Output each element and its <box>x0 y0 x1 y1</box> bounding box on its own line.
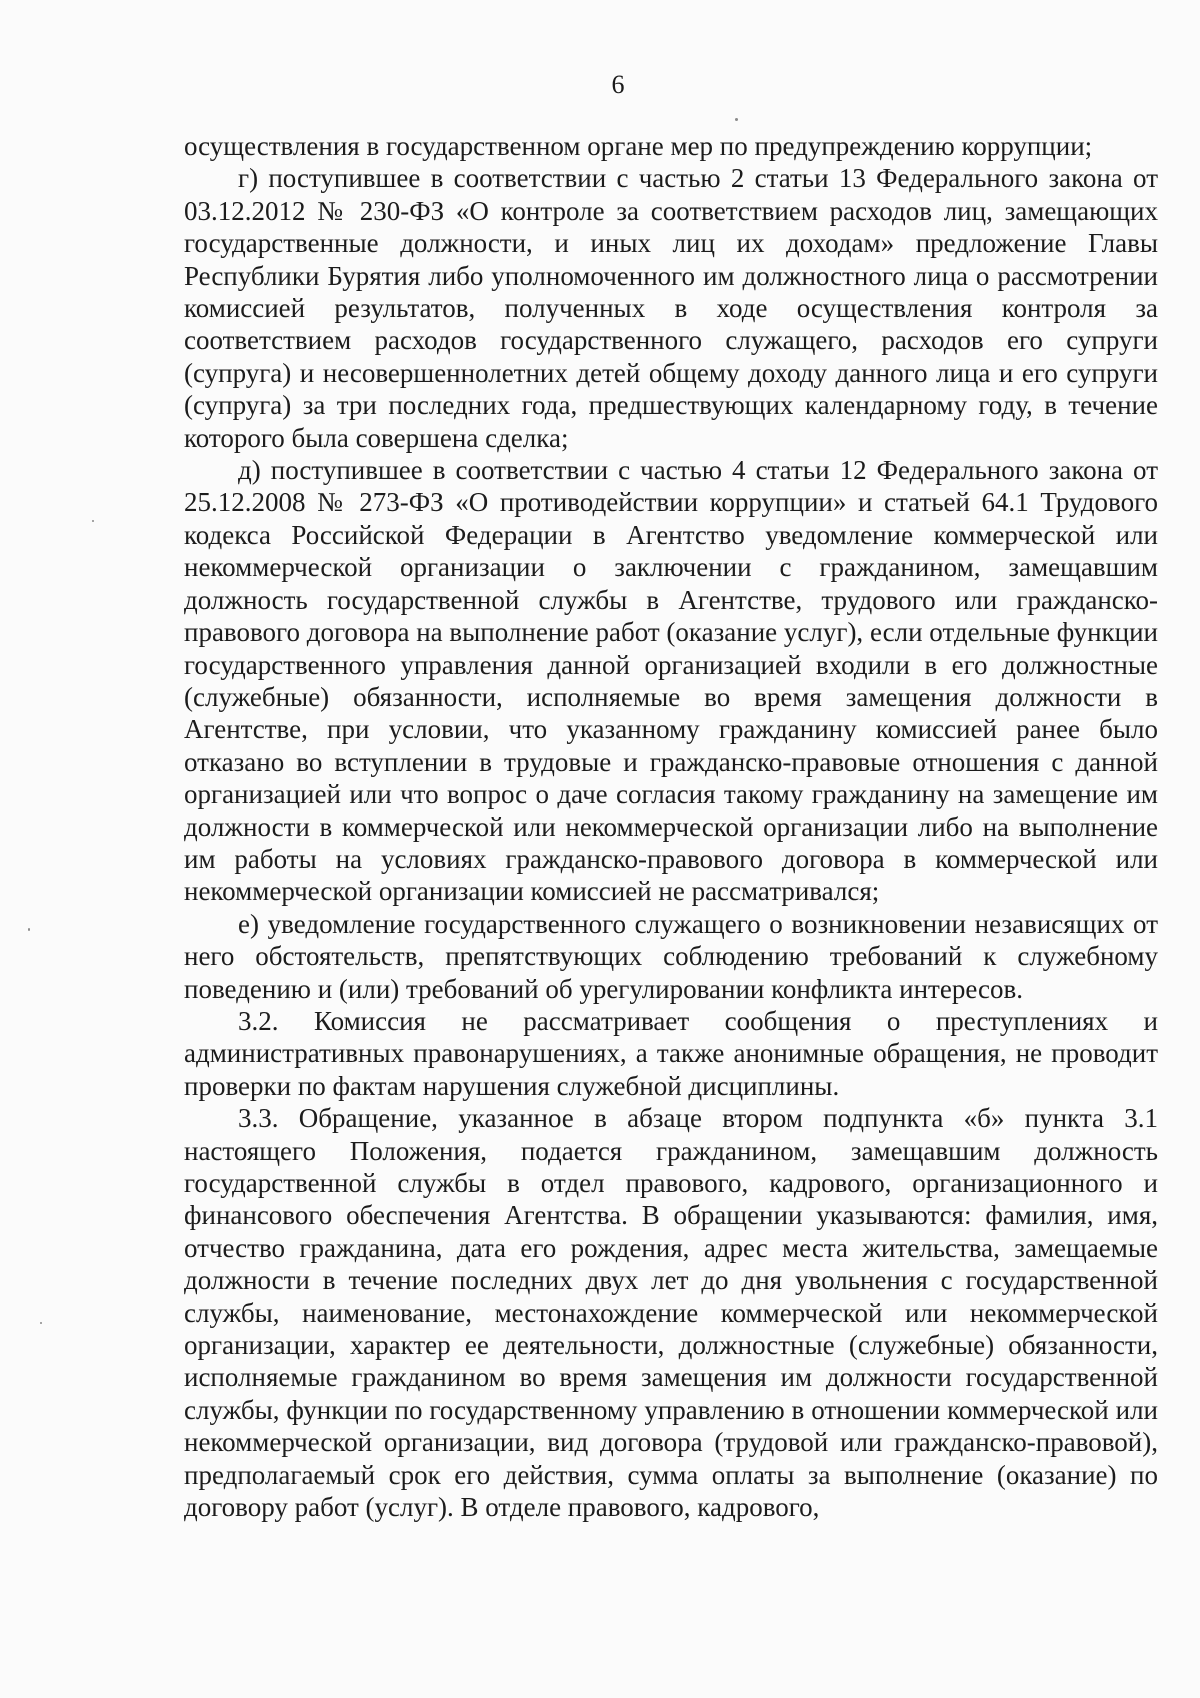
paragraph-3-3: 3.3. Обращение, указанное в абзаце втором подпункта «б» пункта 3.1 настоящего Положения, подается гражданином, замещавшим должность государственной службы в отдел правового, кадрового, организационного и финансового обеспечения Агентства. В обращении указываются: фамилия, имя, отчество гражданина, дата его рождения, адрес места жительства, замещаемые должности в течение последних двух лет до дня увольнения с государственной службы, наименование, местонахождение коммерческой или некоммерческой организации, характер ее деятельности, должностные (служебные) обязанности, исполняемые гражданином во время замещения им должности государственной службы, функции по государственному управлению в отношении коммерческой или некоммерческой организации, вид договора (трудовой или гражданско-правовой), предполагаемый срок его действия, сумма оплаты за выполнение (оказание) по договору работ (услуг). В отделе правового, кадрового, <box>184 1103 1158 1523</box>
scan-speck <box>28 928 30 931</box>
paragraph-continuation: осуществления в государственном органе мер по предупреждению коррупции; <box>184 131 1093 161</box>
paragraph-item-e: е) уведомление государственного служащего о возникновении независящих от него обстоятельств, препятствующих соблюдению требований к служебному поведению и (или) требований об урегулировании конфликта интересов. <box>184 908 1158 1004</box>
scan-speck <box>40 1322 42 1324</box>
scan-speck <box>735 118 738 121</box>
paragraph-item-g: г) поступившее в соответствии с частью 2 статьи 13 Федерального закона от 03.12.2012 № 230-ФЗ «О контроле за соответствием расходов лиц, замещающих государственные должности, и иных лиц их доходам» предложение Главы Республики Бурятия либо уполномоченного им должностного лица о рассмотрении комиссией результатов, полученных в ходе осуществления контроля за соответствием расходов государственного служащего, расходов его супруги (супруга) и несовершеннолетних детей общему доходу данного лица и его супруги (супруга) за три последних года, предшествующих календарному году, в течение которого была совершена сделка; <box>184 163 1158 453</box>
document-body <box>184 130 1158 1523</box>
paragraph-item-d: д) поступившее в соответствии с частью 4 статьи 12 Федерального закона от 25.12.2008 № 273-ФЗ «О противодействии коррупции» и статьей 64.1 Трудового кодекса Российской Федерации в Агентство уведомление коммерческой или некоммерческой организации о заключении с гражданином, замещавшим должность государственной службы в Агентстве, трудового или гражданско-правового договора на выполнение работ (оказание услуг), если отдельные функции государственного управления данной организацией входили в его должностные (служебные) обязанности, исполняемые во время замещения должности в Агентстве, при условии, что указанному гражданину комиссией ранее было отказано во вступлении в трудовые и гражданско-правовые отношения с данной организацией или что вопрос о даче согласия такому гражданину на замещение им должности в коммерческой или некоммерческой организации либо на выполнение им работы на условиях гражданско-правового договора в коммерческой или некоммерческой организации комиссией не рассматривался; <box>184 455 1158 907</box>
paragraph-3-2: 3.2. Комиссия не рассматривает сообщения о преступлениях и административных правонарушениях, а также анонимные обращения, не проводит проверки по фактам нарушения служебной дисциплины. <box>184 1005 1158 1101</box>
page-number: 6 <box>611 70 625 99</box>
scan-speck <box>92 520 94 522</box>
